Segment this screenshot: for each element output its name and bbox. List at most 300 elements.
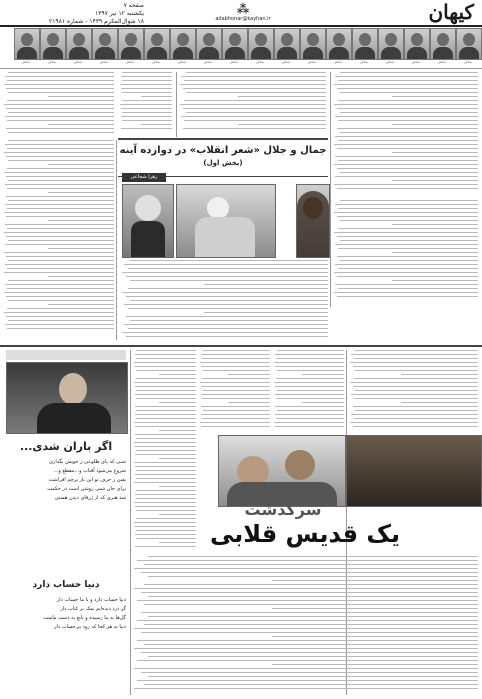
text-line xyxy=(5,204,114,205)
text-line xyxy=(122,72,172,73)
text-line xyxy=(8,112,114,113)
text-line xyxy=(4,292,114,293)
text-line xyxy=(136,530,196,531)
text-line xyxy=(128,268,328,269)
text-line xyxy=(392,180,478,181)
text-line xyxy=(5,144,114,145)
feature-text-col3 xyxy=(274,350,344,430)
text-line xyxy=(126,296,328,297)
text-line xyxy=(202,418,270,419)
text-line xyxy=(135,466,196,467)
text-line xyxy=(148,596,478,597)
text-line xyxy=(338,140,478,141)
feature-headline-top: سرگذشت xyxy=(244,500,322,519)
text-line xyxy=(130,320,328,321)
poet-portrait xyxy=(352,28,378,60)
text-line xyxy=(48,192,114,193)
text-line xyxy=(136,518,196,519)
main-subhead: (بخش اول) xyxy=(203,159,243,167)
text-line xyxy=(141,652,478,653)
text-line xyxy=(335,204,478,205)
text-line xyxy=(272,664,478,665)
text-line xyxy=(340,220,478,221)
portrait-caption: شاعر xyxy=(463,60,473,64)
text-line xyxy=(48,248,114,249)
text-line xyxy=(8,320,114,321)
article-text-top-right xyxy=(334,72,478,192)
text-line xyxy=(8,160,114,161)
text-line xyxy=(134,442,196,443)
portrait-caption: شاعر xyxy=(47,60,57,64)
portrait-strip xyxy=(0,0,482,70)
portrait-caption: شاعر xyxy=(203,60,213,64)
text-line xyxy=(338,248,478,249)
poem-line: گر درد دیده‌ایم نمک بر کتاب دار xyxy=(60,606,126,612)
text-line xyxy=(351,354,478,355)
text-line xyxy=(335,244,478,245)
text-line xyxy=(6,216,114,217)
text-line xyxy=(126,336,328,337)
text-line xyxy=(186,112,326,113)
text-line xyxy=(134,482,196,483)
portrait-caption: شاعر xyxy=(281,60,291,64)
text-line xyxy=(355,390,478,391)
text-line xyxy=(135,546,196,547)
text-line xyxy=(136,358,196,359)
text-line xyxy=(4,104,114,105)
text-line xyxy=(302,402,344,403)
text-line xyxy=(355,410,478,411)
text-line xyxy=(136,450,196,451)
text-line xyxy=(203,410,270,411)
text-line xyxy=(4,232,114,233)
author-badge: زهرا شجاعی xyxy=(122,173,166,182)
text-line xyxy=(337,296,478,297)
text-line xyxy=(337,148,478,149)
text-line xyxy=(337,276,478,277)
text-line xyxy=(354,418,478,419)
text-line xyxy=(276,358,344,359)
text-line xyxy=(335,176,478,177)
article-text-top-left2 xyxy=(120,72,172,132)
text-line xyxy=(274,382,344,383)
text-line xyxy=(201,394,270,395)
text-line xyxy=(124,264,328,265)
text-line xyxy=(335,264,478,265)
text-line xyxy=(137,640,478,641)
text-line xyxy=(7,188,114,189)
text-line xyxy=(148,556,478,557)
text-line xyxy=(350,422,478,423)
text-line xyxy=(8,140,114,141)
poet-portrait xyxy=(300,28,326,60)
text-line xyxy=(6,256,114,257)
text-line xyxy=(340,200,478,201)
poet-portrait xyxy=(378,28,404,60)
text-line xyxy=(238,124,326,125)
text-line xyxy=(7,208,114,209)
text-line xyxy=(354,358,478,359)
text-line xyxy=(135,506,196,507)
text-line xyxy=(136,498,196,499)
photo-captions xyxy=(122,260,328,340)
text-line xyxy=(136,370,196,371)
text-line xyxy=(184,80,326,81)
article-text-right-mid xyxy=(334,200,478,300)
text-line xyxy=(122,120,172,121)
feature-text-col2 xyxy=(200,350,270,430)
text-line xyxy=(5,244,114,245)
text-line xyxy=(186,72,326,73)
text-line xyxy=(183,108,326,109)
text-line xyxy=(392,280,478,281)
poet-photo-2 xyxy=(176,184,276,258)
text-line xyxy=(392,152,478,153)
article-text-top-left xyxy=(4,72,114,136)
text-line xyxy=(122,80,172,81)
portrait-caption: شاعر xyxy=(21,60,31,64)
poem-body xyxy=(6,458,126,503)
text-line xyxy=(122,272,328,273)
text-line xyxy=(48,96,114,97)
text-line xyxy=(135,534,196,535)
text-line xyxy=(144,564,478,565)
text-line xyxy=(141,632,478,633)
text-line xyxy=(135,366,196,367)
text-line xyxy=(136,378,196,379)
text-line xyxy=(203,370,270,371)
text-line xyxy=(135,386,196,387)
text-line xyxy=(340,92,478,93)
text-line xyxy=(128,308,328,309)
text-line xyxy=(274,422,344,423)
text-line xyxy=(5,184,114,185)
text-line xyxy=(201,406,270,407)
text-line xyxy=(144,584,478,585)
text-line xyxy=(277,390,344,391)
text-line xyxy=(48,276,114,277)
text-line xyxy=(120,104,172,105)
text-line xyxy=(134,688,478,689)
date-line: یکشنبه ۱۲ تیر ۱۳۹۷ xyxy=(94,10,144,17)
text-line xyxy=(134,522,196,523)
text-line xyxy=(4,172,114,173)
feature-photo-2 xyxy=(346,435,482,507)
text-line xyxy=(4,212,114,213)
text-line xyxy=(8,260,114,261)
text-line xyxy=(7,168,114,169)
text-line xyxy=(338,228,478,229)
text-line xyxy=(121,76,172,77)
text-line xyxy=(48,164,114,165)
text-line xyxy=(340,240,478,241)
text-line xyxy=(7,100,114,101)
strip-divider xyxy=(0,68,482,69)
text-line xyxy=(136,490,196,491)
text-line xyxy=(134,648,478,649)
text-line xyxy=(337,236,478,237)
text-line xyxy=(7,80,114,81)
text-line xyxy=(228,374,270,375)
poem-line: شد هنری که از ژرفای دیدن هستی xyxy=(54,495,126,501)
text-line xyxy=(276,398,344,399)
text-line xyxy=(350,362,478,363)
text-line xyxy=(4,312,114,313)
text-line xyxy=(5,324,114,325)
poet-portrait xyxy=(14,28,40,60)
text-line xyxy=(334,232,478,233)
text-line xyxy=(180,84,326,85)
text-line xyxy=(141,572,478,573)
poem-body-2 xyxy=(6,596,126,632)
text-line xyxy=(335,156,478,157)
text-line xyxy=(136,538,196,539)
poet-portrait xyxy=(326,28,352,60)
text-line xyxy=(340,72,478,73)
text-line xyxy=(392,96,478,97)
text-line xyxy=(353,406,478,407)
text-line xyxy=(135,446,196,447)
article-text-left-mid xyxy=(4,140,114,332)
text-line xyxy=(184,120,326,121)
text-line xyxy=(401,402,478,403)
text-line xyxy=(135,494,196,495)
text-line xyxy=(8,300,114,301)
text-line xyxy=(335,116,478,117)
text-line xyxy=(355,370,478,371)
text-line xyxy=(6,128,114,129)
text-line xyxy=(134,462,196,463)
text-line xyxy=(183,88,326,89)
text-line xyxy=(159,430,196,431)
headline-box xyxy=(118,138,328,177)
text-line xyxy=(128,288,328,289)
text-line xyxy=(201,414,270,415)
text-line xyxy=(144,624,478,625)
feature-body-bottom xyxy=(134,556,478,692)
text-line xyxy=(274,362,344,363)
text-line xyxy=(277,350,344,351)
text-line xyxy=(337,168,478,169)
text-line xyxy=(122,100,172,101)
site-email: adabhonar@kayhan.ir xyxy=(215,16,271,22)
column-rule xyxy=(176,72,177,137)
text-line xyxy=(337,256,478,257)
text-line xyxy=(275,414,344,415)
text-line xyxy=(340,260,478,261)
text-line xyxy=(144,644,478,645)
text-line xyxy=(137,660,478,661)
text-line xyxy=(122,92,172,93)
poet-portrait xyxy=(118,28,144,60)
text-line xyxy=(202,378,270,379)
text-line xyxy=(136,478,196,479)
text-line xyxy=(134,568,478,569)
article-text-top-mid xyxy=(180,72,326,132)
text-line xyxy=(7,228,114,229)
poem-line: دنیا حساب دارد و با ما حساب دار xyxy=(56,597,126,603)
text-line xyxy=(137,680,478,681)
text-line xyxy=(136,410,196,411)
portrait-caption: شاعر xyxy=(437,60,447,64)
text-line xyxy=(338,120,478,121)
text-line xyxy=(5,76,114,77)
poet-photo-3 xyxy=(122,184,174,258)
text-line xyxy=(334,212,478,213)
text-line xyxy=(337,188,478,189)
text-line xyxy=(275,354,344,355)
text-line xyxy=(277,370,344,371)
text-line xyxy=(136,510,196,511)
text-line xyxy=(202,358,270,359)
text-line xyxy=(137,560,478,561)
text-line xyxy=(181,116,326,117)
portrait-caption: شاعر xyxy=(385,60,395,64)
text-line xyxy=(334,292,478,293)
text-line xyxy=(337,108,478,109)
text-line xyxy=(121,128,172,129)
text-line xyxy=(7,328,114,329)
feature-headline: یک قدیس قلابی xyxy=(209,520,401,548)
poet-portrait xyxy=(456,28,482,60)
text-line xyxy=(200,362,270,363)
column-rule xyxy=(130,350,131,695)
text-line xyxy=(228,402,270,403)
text-line xyxy=(159,374,196,375)
text-line xyxy=(126,276,328,277)
portrait-caption: شاعر xyxy=(73,60,83,64)
text-line xyxy=(135,354,196,355)
text-line xyxy=(337,88,478,89)
text-line xyxy=(203,350,270,351)
text-line xyxy=(124,304,328,305)
text-line xyxy=(7,148,114,149)
text-line xyxy=(159,514,196,515)
text-line xyxy=(135,394,196,395)
text-line xyxy=(148,656,478,657)
text-line xyxy=(120,84,172,85)
text-line xyxy=(8,200,114,201)
section-logo: ⁂ adabhonar@kayhan.ir xyxy=(208,2,278,22)
text-line xyxy=(181,76,326,77)
text-line xyxy=(134,422,196,423)
text-line xyxy=(8,280,114,281)
text-line xyxy=(8,240,114,241)
portrait-caption: شاعر xyxy=(229,60,239,64)
text-line xyxy=(6,196,114,197)
text-line xyxy=(340,172,478,173)
text-line xyxy=(159,402,196,403)
text-line xyxy=(134,628,478,629)
text-line xyxy=(7,120,114,121)
text-line xyxy=(134,668,478,669)
text-line xyxy=(202,398,270,399)
poem-title: اگر باران شدی... xyxy=(19,440,113,453)
text-line xyxy=(48,220,114,221)
text-line xyxy=(350,382,478,383)
text-line xyxy=(334,104,478,105)
text-line xyxy=(276,378,344,379)
text-line xyxy=(4,272,114,273)
text-line xyxy=(148,616,478,617)
text-line xyxy=(48,124,114,125)
text-line xyxy=(144,684,478,685)
poet-portrait xyxy=(170,28,196,60)
text-line xyxy=(353,426,478,427)
text-line xyxy=(338,288,478,289)
text-line xyxy=(130,280,328,281)
author-photo xyxy=(6,362,128,434)
column-rule xyxy=(330,72,331,307)
poet-portrait xyxy=(430,28,456,60)
text-line xyxy=(8,132,114,133)
main-headline: جمال و جلال «شعر انقلاب» در دوازده آینه xyxy=(119,145,327,156)
text-line xyxy=(351,394,478,395)
text-line xyxy=(124,324,328,325)
portrait-caption: شاعر xyxy=(255,60,265,64)
text-line xyxy=(134,588,478,589)
portrait-caption: شاعر xyxy=(333,60,343,64)
text-line xyxy=(135,526,196,527)
column-author-badge xyxy=(6,350,126,360)
text-line xyxy=(354,378,478,379)
text-line xyxy=(4,252,114,253)
portrait-caption: شاعر xyxy=(177,60,187,64)
text-line xyxy=(136,438,196,439)
text-line xyxy=(141,592,478,593)
text-line xyxy=(135,474,196,475)
poet-portrait xyxy=(222,28,248,60)
text-line xyxy=(272,608,478,609)
text-line xyxy=(183,128,326,129)
text-line xyxy=(337,128,478,129)
text-line xyxy=(121,116,172,117)
text-line xyxy=(136,350,196,351)
text-line xyxy=(200,422,270,423)
text-line xyxy=(355,350,478,351)
text-line xyxy=(136,390,196,391)
text-line xyxy=(201,386,270,387)
text-line xyxy=(337,216,478,217)
text-line xyxy=(353,366,478,367)
text-line xyxy=(5,264,114,265)
poem-subtitle: دنیا حساب دارد xyxy=(32,580,100,590)
text-line xyxy=(141,124,172,125)
portrait-caption: شاعر xyxy=(307,60,317,64)
portrait-caption: شاعر xyxy=(411,60,421,64)
page-number: صفحه ۷ xyxy=(123,2,144,9)
text-line xyxy=(6,88,114,89)
text-line xyxy=(136,470,196,471)
text-line xyxy=(7,308,114,309)
text-line xyxy=(7,288,114,289)
text-line xyxy=(272,636,478,637)
text-line xyxy=(203,390,270,391)
text-line xyxy=(159,486,196,487)
text-line xyxy=(6,108,114,109)
text-line xyxy=(4,152,114,153)
poet-photo-1 xyxy=(296,184,330,258)
text-line xyxy=(134,382,196,383)
text-line xyxy=(134,362,196,363)
poet-portrait xyxy=(248,28,274,60)
portrait-caption: شاعر xyxy=(99,60,109,64)
text-line xyxy=(340,112,478,113)
text-line xyxy=(6,176,114,177)
issue-line: ۱۸ شوال‌المکرم ۱۴۳۹ - شماره ۲۱۹۸۱ xyxy=(48,18,144,25)
portrait-caption: شاعر xyxy=(359,60,369,64)
text-line xyxy=(275,366,344,367)
